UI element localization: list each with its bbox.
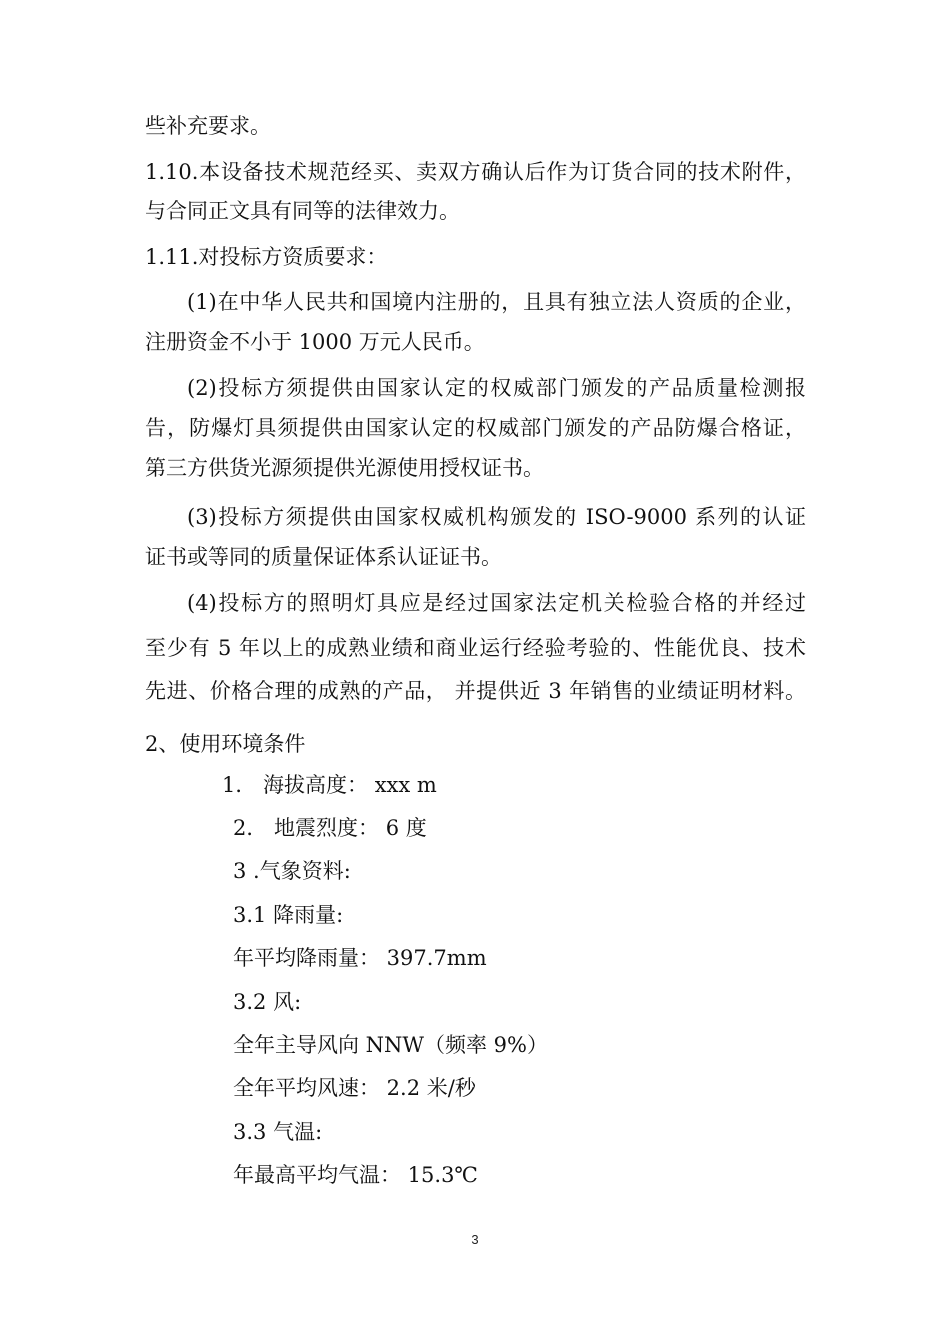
section1-tail-line: 些补充要求。 — [145, 114, 271, 138]
seismic-line: 2． 地震烈度： 6 度 — [233, 816, 427, 840]
wind-speed: 全年平均风速： 2.2 米/秒 — [233, 1076, 476, 1100]
page-number: 3 — [471, 1232, 479, 1247]
item-1-10-line1: 1.10.本设备技术规范经买、卖双方确认后作为订货合同的技术附件， — [145, 160, 806, 184]
temp-max-avg: 年最高平均气温： 15.3℃ — [233, 1163, 478, 1187]
req2-line3: 第三方供货光源须提供光源使用授权证书。 — [145, 456, 544, 480]
altitude-line: 1． 海拔高度： xxx m — [222, 773, 437, 797]
req2-line2: 告，防爆灯具须提供由国家认定的权威部门颁发的产品防爆合格证， — [145, 416, 806, 440]
req1-line2: 注册资金不小于 1000 万元人民币。 — [145, 330, 485, 354]
req4-line3: 先进、价格合理的成熟的产品， 并提供近 3 年销售的业绩证明材料。 — [145, 679, 806, 703]
req3-line2: 证书或等同的质量保证体系认证证书。 — [145, 545, 502, 569]
wind-heading: 3.2 风: — [233, 990, 302, 1014]
weather-heading: 3 .气象资料: — [233, 859, 351, 883]
temp-heading: 3.3 气温: — [233, 1120, 323, 1144]
rainfall-heading: 3.1 降雨量: — [233, 903, 344, 927]
req2-line1: (2)投标方须提供由国家认定的权威部门颁发的产品质量检测报 — [187, 376, 806, 400]
req1-line1: (1)在中华人民共和国境内注册的，且具有独立法人资质的企业， — [187, 290, 806, 314]
req3-line1: (3)投标方须提供由国家权威机构颁发的 ISO-9000 系列的认证 — [187, 505, 806, 529]
rainfall-value: 年平均降雨量： 397.7mm — [233, 946, 487, 970]
item-1-11-heading: 1.11.对投标方资质要求： — [145, 245, 388, 269]
wind-direction: 全年主导风向 NNW（频率 9%） — [233, 1033, 548, 1057]
item-1-10-line2: 与合同正文具有同等的法律效力。 — [145, 199, 460, 223]
section2-heading: 2、使用环境条件 — [145, 732, 306, 756]
req4-line1: (4)投标方的照明灯具应是经过国家法定机关检验合格的并经过 — [187, 591, 806, 615]
req4-line2: 至少有 5 年以上的成熟业绩和商业运行经验考验的、性能优良、技术 — [145, 636, 806, 660]
